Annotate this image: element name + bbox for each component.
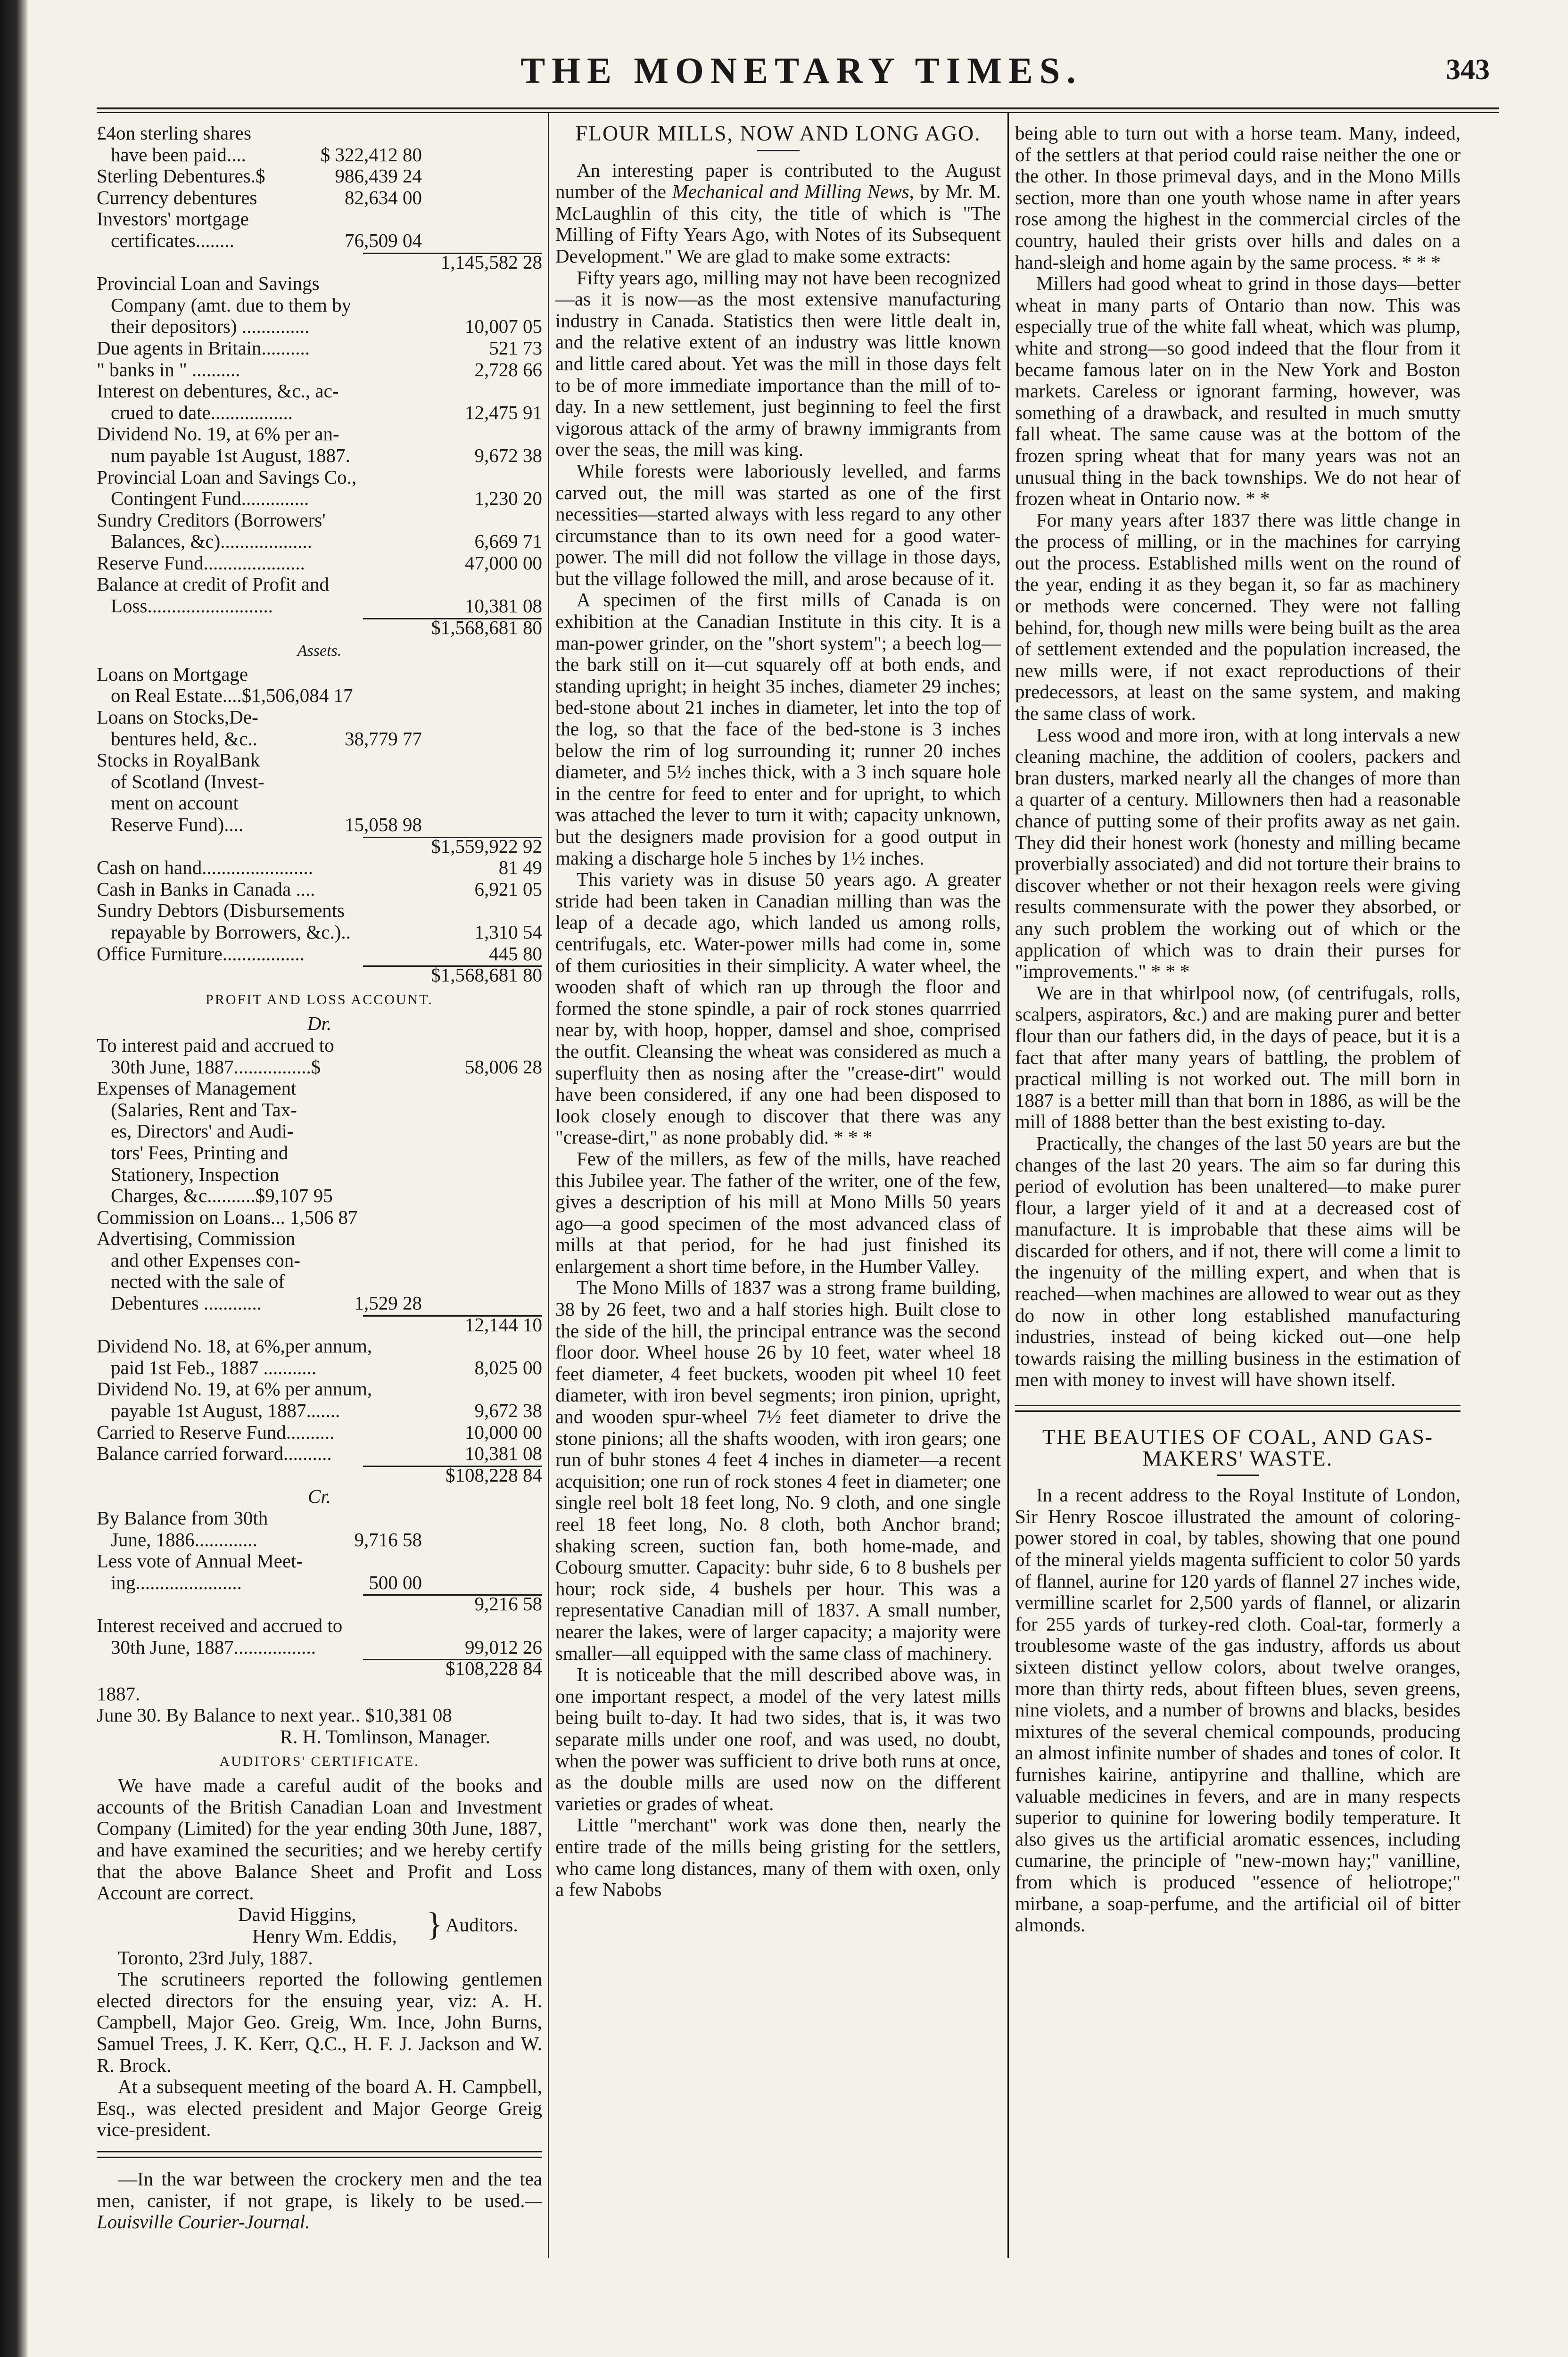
masthead-title: THE MONETARY TIMES. [520,50,1082,91]
ledger-row [97,1465,542,1486]
ledger-label: Balances, &c)................... [111,530,312,552]
ledger-label: Carried to Reserve Fund.......... [97,1421,335,1443]
ledger-row [97,617,542,639]
ledger-subtotal: 500 00 [369,1571,422,1593]
ledger-row [97,123,542,144]
ledger-row [97,1099,542,1121]
header-rule [97,107,1499,109]
ledger-label: To interest paid and accrued to [97,1034,334,1056]
ledger-label: June, 1886............. [111,1528,257,1550]
ledger-row [97,595,542,617]
ledger-label: Loans on Stocks,De- [97,706,258,728]
ledger-label: Dividend No. 19, at 6% per annum, [97,1378,372,1400]
ledger-row [97,187,542,209]
section-separator [97,2151,542,2158]
column-balance-sheet [97,123,542,2233]
ledger-amount: 12,475 91 [465,401,542,423]
header-rule-thin [97,112,1499,113]
ledger-row [97,1615,542,1637]
ledger-row [97,707,542,728]
ledger-amount: 8,025 00 [474,1356,542,1378]
ledger-amount: 1,310 54 [474,921,542,943]
flour-mills-paragraph-12: For many years after 1837 there was little change in the process of milling, or in the machines for carrying out the process. Established mills went on the round of the year, ending it as they began it, so far as machinery or methods were concerned. They were not falling behind, for, though new mills were being built as the area of settlement extended and the population increased, the new mills were, if not exact reproductions of their predecessors, at least on the same system, and making the same class of work. [1015,509,1461,725]
ledger-amount: 9,672 38 [474,444,542,466]
ledger-row [97,165,542,187]
auditors-brace: } [427,1906,443,1943]
assets-table [97,664,542,986]
page-header [94,49,1509,101]
flour-mills-paragraph-13: Less wood and more iron, with at long intervals a new cleaning machine, the addition of coolers, packers and bran dusters, marked nearly all the changes of more than a quarter of a century. Millowners then had a reasonable chance of putting some of their profits away as net gain. They did their honest work (honesty and milling became proverbially associated) and did not torture their brains to discover whether or not their hexagon reels were giving results commensurate with the power they absorbed, or any such problem the working out of which or the application of which was to drain their purses for "improvements." * * * [1015,724,1461,982]
ledger-row [97,1443,542,1465]
ledger-label: " banks in " .......... [97,358,240,380]
ledger-label: Reserve Fund).... [111,814,244,835]
liabilities-table [97,123,542,273]
ledger-label: crued to date................. [111,401,293,423]
ledger-label: Due agents in Britain.......... [97,337,310,359]
ledger-label: certificates........ [111,229,234,251]
ledger-amount: 10,007 05 [465,315,542,338]
credit-heading: Cr. [307,1485,331,1508]
flour-mills-paragraph-11: Millers had good wheat to grind in those days—better wheat in many parts of Ontario than now. This was especially true of the white fall wheat, which was plump, white and strong—so good indeed that the flour from it became famous later on in the New York and Boston markets. Careless or ignorant farming, however, was something of a drawback, and resulted in much smutty fall wheat. The same cause was at the bottom of the frozen spring wheat that for many years was not an unusual thing in the back townships. We do not hear of frozen wheat in Ontario now. * * [1015,272,1461,510]
ledger-label: Provincial Loan and Savings Co., [97,466,357,488]
ledger-row [97,488,542,510]
ledger-label: Debentures ............ [111,1292,262,1314]
ledger-row [97,1228,542,1250]
ledger-amount: $1,568,681 80 [431,964,542,986]
ledger-row [97,771,542,793]
column-flour-mills [555,123,1001,1901]
ledger-subtotal: 38,779 77 [345,727,422,750]
ledger-row [97,728,542,750]
balance-year: 1887. [97,1682,140,1705]
ledger-label: 30th June, 1887................. [111,1636,316,1658]
ledger-amount: 2,728 66 [474,358,542,380]
column-divider-1 [548,113,549,2258]
ledger-label: Dividend No. 18, at 6%,per annum, [97,1335,372,1357]
ledger-label: Interest received and accrued to [97,1614,343,1636]
ledger-label: Currency debentures [97,186,257,208]
ledger-row [97,359,542,381]
ledger-label: Cash on hand....................... [97,857,313,879]
crockery-source: —Louisville Courier-Journal. [97,2189,542,2233]
ledger-label: paid 1st Feb., 1887 ........... [111,1356,317,1378]
ledger-row [97,750,542,771]
ledger-label: Contingent Fund.............. [111,487,309,510]
ledger-row [97,943,542,965]
ledger-row [97,814,542,836]
ledger-label: of Scotland (Invest- [111,770,264,792]
ledger-amount: 6,669 71 [474,530,542,552]
ledger-label: Stocks in RoyalBank [97,749,260,771]
ledger-row [97,1593,542,1615]
ledger-label: Sterling Debentures.$ [97,165,265,187]
ledger-label: bentures held, &c.. [111,727,257,750]
ledger-row [97,1400,542,1422]
ledger-label: Reserve Fund..................... [97,552,305,574]
heading-dash-2 [1217,1475,1259,1476]
ledger-amount: 12,144 10 [465,1313,542,1335]
ledger-row [97,1078,542,1099]
credit-table [97,1508,542,1680]
flour-mills-paragraph-8: It is noticeable that the mill described above was, in one important respect, a model of the very latest mills being built to-day. It had two sides, that is, it was two separate mills under one roof, and was used, no doubt, when the power was sufficient to drive both runs at once, as the double mills are used now on the different varieties or grades of wheat. [555,1664,1001,1814]
ledger-label: Sundry Creditors (Borrowers' [97,509,326,531]
ledger-row [97,445,542,467]
ledger-amount: 9,672 38 [474,1400,542,1422]
ledger-row [97,1271,542,1293]
column-continued [1015,123,1461,1936]
ledger-row [97,964,542,986]
ledger-label: ment on account [111,792,239,814]
ledger-amount: 81 49 [498,857,542,879]
ledger-amount: 47,000 00 [465,552,542,574]
ledger-row [97,316,542,338]
ledger-label: have been paid.... [111,143,246,165]
ledger-label: on Real Estate....$1,506,084 17 [111,684,353,707]
auditor-name-2: Henry Wm. Eddis, [252,1925,397,1947]
ledger-label: and other Expenses con- [111,1249,300,1271]
auditor-name-1: David Higgins, [238,1903,356,1925]
ledger-label: repayable by Borrowers, &c.).. [111,921,351,943]
ledger-label: es, Directors' and Audi- [111,1120,294,1142]
ledger-row [97,467,542,488]
flour-mills-paragraph-3: While forests were laboriously levelled, and farms carved out, the mill was started as one of the first necessities—started always with less regard to any other circumstance than to its own need for a good water-power. The mill did not follow the village in those days, but the village followed the mill, and arose because of it. [555,460,1001,589]
column-divider-2 [1007,113,1009,2258]
debit-table [97,1035,542,1486]
flour-mills-paragraph-10: being able to turn out with a horse team. Many, indeed, of the settlers at that period could raise neither the one or the other. In those primeval days, and in the Mono Mills section, more than one youth whose name in after years rose among the highest in the commercial circles of the country, hauled their grists over hills and dales on a hand-sleigh and home again by the same process. * * * [1015,122,1461,273]
flour-mills-paragraph-1: An interesting paper is contributed to the August number of the Mechanical and Milling News, by Mr. M. McLaughlin of this city, the title of which is "The Milling of Fifty Years Ago, with Notes of its Subsequent Development." We are glad to make some extracts: [555,159,1001,267]
ledger-row [97,1121,542,1142]
coal-paragraph: In a recent address to the Royal Institute of London, Sir Henry Roscoe illustrated the amount of coloring-power stored in coal, by tables, showing that one pound of the mineral yields magenta sufficient to color 50 yards of flannel, aurine for 120 yards of flannel 27 inches wide, vermilline scarlet for 2,500 yards of flannel, or alizarin for 255 yards of turkey-red cloth. Coal-tar, formerly a troublesome waste of the gas industry, affords us about sixteen distinct yellow colors, about twelve oranges, more than thirty reds, about fifteen blues, seven greens, nine violets, and a number of browns and blacks, besides mixtures of the several chemical compounds, producing an almost infinite number of shades and tones of color. It furnishes kairine, antipyrine and thalline, which are valuable medicines in fevers, and are in many respects superior to quinine for lowering bodily temperature. It also gives us the artificial aromatic essences, including cumarine, the principle of "new-mown hay;" vanilline, from which is produced "essence of heliotrope;" mirbane, a soap-perfume, and the artificial oil of bitter almonds. [1015,1484,1461,1936]
ledger-row [97,295,542,316]
scrutineers-report: The scrutineers reported the following gentlemen elected directors for the ensuing year, viz: A. H. Campbell, Major Geo. Greig, Wm. Ince, John Burns, Samuel Trees, J. K. Kerr, Q.C., H. F. J. Jackson and W. R. Brock. [97,1968,542,2076]
page-number: 343 [1446,54,1490,86]
ledger-amount: $108,228 84 [446,1657,542,1680]
ledger-row [97,1250,542,1271]
ledger-label: their depositors) .............. [111,315,310,338]
ledger-amount: 10,381 08 [465,595,542,617]
ledger-subtotal: 82,634 00 [345,186,422,208]
ledger-row [97,510,542,531]
ledger-row [97,574,542,595]
ledger-row [97,1550,542,1572]
ledger-label: ing...................... [111,1571,242,1593]
ledger-row [97,402,542,424]
ledger-label: nected with the sale of [111,1270,285,1293]
ledger-row [97,1637,542,1658]
ledger-amount: $1,568,681 80 [431,616,542,638]
ledger-row [97,1378,542,1400]
ledger-row [97,792,542,814]
assets-heading: Assets. [297,642,342,660]
ledger-amount: 58,006 28 [465,1055,542,1078]
ledger-row [97,1572,542,1594]
ledger-row [97,836,542,857]
ledger-row [97,380,542,402]
ledger-label: Cash in Banks in Canada .... [97,878,315,900]
article-separator [1015,1405,1461,1412]
ledger-row [97,922,542,943]
ledger-row [97,1293,542,1314]
ledger-label: Less vote of Annual Meet- [97,1550,303,1572]
ledger-row [97,857,542,879]
flour-mills-paragraph-2: Fifty years ago, milling may not have been recognized—as it is now—as the most extensive manufacturing industry in Canada. Statistics then were little dealt in, and the relative extent of an industry was little known and little cared about. Yet was the mill in those days felt to be of more immediate importance than the mill of to-day. In a new settlement, just beginning to feel the first vigorous attack of the army of brawny immigrants from over the seas, the mill was king. [555,266,1001,461]
ledger-row [97,1422,542,1443]
ledger-row [97,900,542,922]
article-heading-coal: THE BEAUTIES OF COAL, AND GAS-MAKERS' WASTE. [1042,1425,1434,1470]
debit-heading: Dr. [307,1013,332,1035]
ledger-amount: 10,000 00 [465,1421,542,1443]
ledger-amount: 99,012 26 [465,1636,542,1658]
ledger-amount: 445 80 [489,942,542,964]
auditors-label: Auditors. [446,1913,518,1936]
ledger-subtotal: 15,058 98 [345,814,422,835]
ledger-label: num payable 1st August, 1887. [111,444,350,466]
ledger-label: tors' Fees, Printing and [111,1141,289,1163]
manager-signature: R. H. Tomlinson, Manager. [280,1725,490,1747]
ledger-row [97,1142,542,1164]
ledger-label: Loans on Mortgage [97,663,248,685]
ledger-subtotal: 9,716 58 [354,1528,422,1550]
ledger-label: Advertising, Commission [97,1228,296,1250]
ledger-row [97,1314,542,1336]
ledger-row [97,1035,542,1056]
ledger-row [97,1357,542,1379]
flour-mills-paragraph-7: The Mono Mills of 1837 was a strong frame building, 38 by 26 feet, two and a half stories high. Built close to the side of the hill, the principal entrance was the second floor door. Wheel house 26 by 10 feet, water wheel 18 feet diameter, 4 feet buckets, wooden pit wheel 10 feet diameter, with iron bevel segments; iron pinion, upright, and wooden spur-wheel 7½ feet diameter to drive the stone pinions; all the shafts wooden, with iron gears; one run of buhr stones 4 feet 4 inches in diameter—a recent acquisition; one run of rock stones 4 feet in diameter; one single reel bolt 18 feet long, No. 9 cloth, and one single reel 18 feet long, No. 8 cloth, both Anchor brand; shaking screen, suction fan, both home-made, and Cobourg smutter. Capacity: buhr side, 6 to 8 bushels per hour; rock side, 4 bushels per hour. This was a representative Canadian mill of 1837. A small number, nearer the lakes, were of larger capacity; a majority were smaller—all equipped with the same class of machinery. [555,1277,1001,1664]
liabilities-continued-table [97,273,542,638]
ledger-row [97,685,542,707]
ledger-label: 30th June, 1887................$ [111,1055,321,1078]
ledger-row [97,664,542,685]
ledger-row [97,338,542,359]
ledger-label: Company (amt. due to them by [111,294,352,316]
ledger-row [97,144,542,166]
ledger-row [97,1508,542,1529]
ledger-label: Provincial Loan and Savings [97,272,320,295]
ledger-row [97,531,542,552]
ledger-label: Commission on Loans... 1,506 87 [97,1206,358,1228]
auditors-heading: AUDITORS' CERTIFICATE. [219,1753,420,1769]
ledger-row [97,1056,542,1078]
profit-loss-heading: PROFIT AND LOSS ACCOUNT. [206,991,433,1007]
ledger-label: (Salaries, Rent and Tax- [111,1098,297,1121]
auditors-signatures [97,1904,542,1947]
ledger-row [97,1529,542,1551]
ledger-label: Balance carried forward.......... [97,1442,332,1465]
ledger-label: Sundry Debtors (Disbursements [97,899,345,922]
ledger-label: Charges, &c..........$9,107 95 [111,1185,333,1207]
auditors-text: We have made a careful audit of the books and accounts of the British Canadian Loan and Investment Company (Limited) for the year ending 30th June, 1887, and have examined the securities; and we hereby certify that the above Balance Sheet and Profit and Loss Account are correct. [97,1774,542,1904]
ledger-subtotal: 76,509 04 [345,229,422,251]
ledger-label: Investors' mortgage [97,208,249,230]
ledger-row [97,423,542,445]
ledger-amount: 10,381 08 [465,1442,542,1465]
ledger-row [97,1185,542,1207]
flour-mills-paragraph-5: This variety was in disuse 50 years ago. A greater stride had been taken in Canadian milling than was the leap of a decade ago, which landed us among rolls, centrifugals, etc. Water-power mills had come in, some of them curiosities in their simplicity. A water wheel, the wooden shaft of which ran up through the floor and formed the stone spindle, a pair of rock stones quarrried near by, with hoop, hopper, damsel and shoe, comprised the outfit. Cleansing the wheat was considered as much a superfluity then as nosing after the "crease-dirt" would have been considered, if any one had been disposed to look closely enough to discover that there was any "crease-dirt," as none probably did. * * * [555,868,1001,1148]
article-heading-flour-mills: FLOUR MILLS, NOW AND LONG AGO. [575,121,981,145]
flour-mills-paragraph-6: Few of the millers, as few of the mills, have reached this Jubilee year. The father of the writer, one of the few, gives a description of his mill at Mono Mills 50 years ago—a good specimen of the most advanced class of mills at that period, for he had just finished its enlargement a short time before, in the Humber Valley. [555,1147,1001,1277]
ledger-label: payable 1st August, 1887....... [111,1400,340,1422]
ledger-label: Expenses of Management [97,1077,297,1099]
ledger-row [97,1207,542,1228]
flour-mills-paragraph-9: Little "merchant" work was done then, nearly the entire trade of the mills being gristing for the settlers, who came long distances, many of them with oxen, only a few Nabobs [555,1814,1001,1901]
ledger-row [97,252,542,273]
flour-mills-paragraph-4: A specimen of the first mills of Canada is on exhibition at the Canadian Institute in this city. It is a man-power grinder, on the "short system"; a beech log—the bark still on it—cut squarely off at both ends, and standing upright; in height 35 inches, diameter 29 inches; bed-stone about 21 inches in diameter, let into the top of the log, so that the face of the bed-stone is 3 inches below the rim of log surrounding it; runner 20 inches diameter, and 5½ inches thick, with a 3 inch square hole in the centre for feed to enter and for upright, to which was attached the lever to turn it with; capacity unknown, but the designers made provision for a good output in making a discharge hole 5 inches by 1½ inches. [555,589,1001,869]
flour-mills-paragraph-14: We are in that whirlpool now, (of centrifugals, rolls, scalpers, aspirators, &c.) and are making purer and better flour than our fathers did, in the days of peace, but it is a fact that after many years of battling, the problem of practical milling is not worked out. The mill born in 1887 is a better mill than that born in 1886, as will be the mill of 1888 better than the best existing to-day. [1015,981,1461,1133]
toronto-date: Toronto, 23rd July, 1887. [118,1946,313,1969]
ledger-subtotal: 986,439 24 [335,165,422,187]
ledger-label: Stationery, Inspection [111,1163,280,1185]
ledger-row [97,879,542,900]
ledger-label: £4on sterling shares [97,122,251,144]
ledger-label: Dividend No. 19, at 6% per an- [97,423,339,445]
ledger-label: Loss.......................... [111,595,273,617]
ledger-amount: 1,230 20 [474,487,542,510]
ledger-row [97,273,542,295]
board-meeting-report: At a subsequent meeting of the board A. H. Campbell, Esq., was elected president and Major George Greig vice-president. [97,2076,542,2141]
ledger-row [97,208,542,230]
ledger-amount: $1,559,922 92 [431,835,542,857]
ledger-label: Interest on debentures, &c., ac- [97,380,339,402]
heading-dash [757,150,800,151]
ledger-row [97,1658,542,1680]
ledger-row [97,1335,542,1357]
ledger-amount: 521 73 [489,337,542,359]
flour-mills-paragraph-15: Practically, the changes of the last 50 years are but the changes of the last 20 years. The aim so far during this period of evolution has been unaltered—to make purer flour, a larger yield of it and at a decreased cost of manufacture. It is improbable that these aims will be discarded for others, and if not, there will come a limit to the ingenuity of the milling expert, and when that is reached—when machines are allowed to wear out as they do now in other long established manufacturing industries, instead of being kicked out—one help towards raising the milling business in the estimation of men with money to invest will have shown itself. [1015,1132,1461,1391]
balance-line: June 30. By Balance to next year.. $10,381 08 [97,1704,452,1726]
ledger-row [97,1164,542,1186]
ledger-amount: 1,145,582 28 [440,251,542,273]
ledger-row [97,230,542,252]
ledger-amount: $108,228 84 [446,1464,542,1486]
ledger-label: By Balance from 30th [97,1507,268,1529]
ledger-subtotal: 1,529 28 [354,1292,422,1314]
crockery-item: —In the war between the crockery men and the tea men, canister, if not grape, is likely to be used.—Louisville Courier-Journal. [97,2168,542,2233]
ledger-amount: 6,921 05 [474,878,542,900]
book-spine-shadow [0,0,28,2357]
ledger-label: Balance at credit of Profit and [97,573,329,595]
ledger-row [97,552,542,574]
ledger-amount: 9,216 58 [474,1593,542,1615]
ledger-label: Office Furniture................. [97,942,305,964]
ledger-subtotal: $ 322,412 80 [320,143,422,165]
